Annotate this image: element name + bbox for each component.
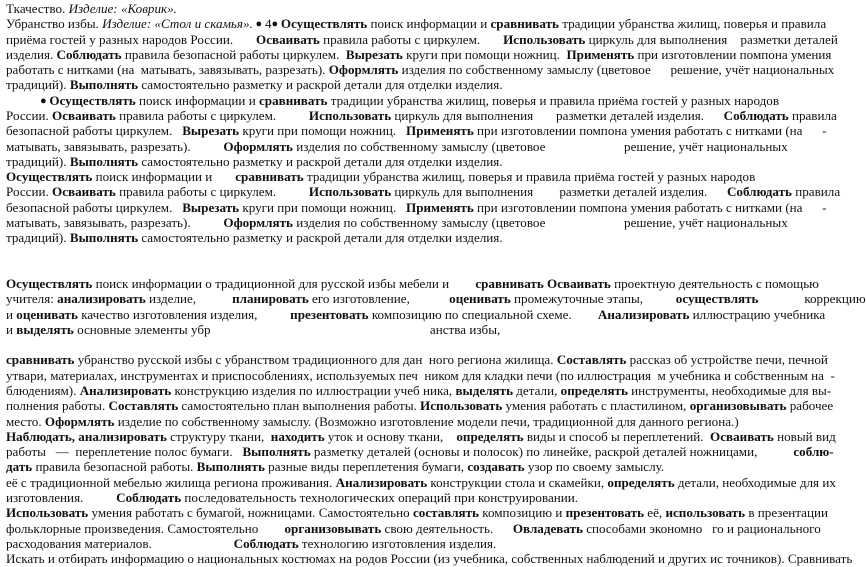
text-run: традиций). — [6, 77, 70, 92]
text-line — [6, 398, 833, 414]
bold-term: Применять — [406, 123, 474, 138]
bold-term: Оформлять — [223, 139, 293, 154]
text-run: традиций). — [6, 154, 70, 169]
bold-term: Составлять — [108, 398, 179, 413]
bold-term: Соблюдать — [723, 108, 789, 123]
bold-term: Осваивать — [710, 429, 774, 444]
text-run: детали, необходимые для их — [674, 475, 836, 490]
text-run: умения работать с бумагой, ножницами. Самостоятельно — [88, 505, 413, 520]
text-run: работать с нитками (на матывать, завязывать, разрезать). — [6, 62, 329, 77]
bold-term: сравнивать — [490, 16, 559, 31]
bullet-icon: ● — [40, 95, 50, 107]
text-run: Ткачество. — [6, 1, 69, 16]
bold-term: Использовать — [420, 398, 503, 413]
bold-term: определять — [607, 475, 675, 490]
text-run: основные элементы убр анства избы, — [73, 322, 501, 337]
text-run: 4 — [264, 16, 272, 31]
text-line — [6, 383, 831, 399]
text-run: промежуточные этапы, — [510, 291, 676, 306]
text-run: правила работы с циркулем. — [319, 32, 504, 47]
bold-term: оценивать — [16, 307, 78, 322]
bold-term: Осуществлять — [6, 276, 93, 291]
text-line — [40, 93, 779, 109]
text-run: место. — [6, 414, 45, 429]
bold-term: дать — [6, 459, 33, 474]
text-line — [6, 123, 827, 139]
text-run: правила работы с циркулем. — [115, 108, 309, 123]
text-run: самостоятельно разметку и раскрой детали для отделки изделия. — [138, 154, 503, 169]
bullet-icon: ● — [271, 18, 281, 30]
text-run: Убранство избы. — [6, 16, 103, 31]
bold-term: Использовать — [308, 184, 392, 199]
text-run: матывать, завязывать, разрезать). — [6, 215, 224, 230]
bold-term: определять — [456, 429, 524, 444]
bold-term: Осваивать — [547, 276, 611, 291]
text-line — [6, 444, 834, 460]
bold-term: Использовать — [308, 108, 392, 123]
bullet-icon: ● — [252, 18, 265, 30]
bold-term: Овладевать — [512, 521, 583, 536]
bold-term: находить — [270, 429, 325, 444]
bold-term: Осуществлять — [49, 93, 136, 108]
text-line — [6, 154, 503, 170]
bold-term: Соблюдать — [116, 490, 182, 505]
text-run: традиций). — [6, 230, 70, 245]
text-run: коррекцию — [758, 291, 866, 306]
bold-term: Выполнять — [242, 444, 311, 459]
text-run: Изделие: «Коврик». — [68, 1, 177, 16]
bold-term: оценивать — [449, 291, 511, 306]
text-run: рабочее — [786, 398, 834, 413]
text-line — [6, 169, 755, 185]
text-run: его изготовление, — [308, 291, 450, 306]
bold-term: организовывать — [284, 521, 382, 536]
text-run: матывать, завязывать, разрезать). — [6, 139, 224, 154]
bold-term: использовать — [665, 505, 746, 520]
text-run: безопасной работы циркулем. — [6, 123, 183, 138]
bold-term: Применять — [406, 200, 474, 215]
text-line — [6, 139, 788, 155]
text-run: поиск информации о традиционной для русской избы мебели и — [92, 276, 476, 291]
text-run: последовательность технологических операций при конструировании. — [181, 490, 579, 505]
bold-term: определять — [560, 383, 628, 398]
text-run: детали, — [513, 383, 561, 398]
text-line — [6, 291, 866, 307]
text-line — [6, 215, 788, 231]
bold-term: Выполнять — [69, 154, 139, 169]
bold-term: Использовать — [503, 32, 586, 47]
text-run: изделие по собственному замыслу. (Возможно изготовление модели печи, традиционной для данного региона.) — [114, 414, 739, 429]
bold-term: Наблюдать, анализировать — [6, 429, 167, 444]
text-run: круги при помощи ножниц. — [239, 200, 407, 215]
bold-term: выделять — [455, 383, 513, 398]
text-run: круги при помощи ножниц. — [402, 47, 567, 62]
bold-term: соблю- — [793, 444, 834, 459]
text-run: правила — [791, 184, 841, 199]
text-run: рассказ об устройстве печи, печной — [626, 352, 828, 367]
text-run: блюдениям). — [6, 383, 80, 398]
bold-term: Осваивать — [52, 184, 116, 199]
text-run: безопасной работы циркулем. — [6, 200, 183, 215]
text-run: Искать и отбирать информацию о национальных костюмах на родов России (из учебника, собственных наблюдений и других ис точников). Сравнивать — [6, 551, 853, 566]
text-run: традиции убранства жилищ, поверья и правила — [558, 16, 827, 31]
text-run: композицию и — [478, 505, 566, 520]
text-run: циркуль для выполнения разметки деталей — [585, 32, 838, 47]
text-run: при изготовлении помпона умения работать с нитками (на - — [473, 123, 827, 138]
text-run: поиск информации и — [367, 16, 491, 31]
text-line — [6, 200, 827, 216]
bold-term: Соблюдать — [726, 184, 792, 199]
text-run: в презентации — [745, 505, 829, 520]
bold-term: сравнивать — [475, 276, 544, 291]
text-line — [6, 551, 852, 567]
text-run: её с традиционной мебелью жилища региона проживания. — [6, 475, 336, 490]
text-line — [6, 459, 664, 475]
bold-term: Оформлять — [223, 215, 293, 230]
text-run: расходования материалов. — [6, 536, 234, 551]
bold-term: Составлять — [556, 352, 627, 367]
bold-term: Осуществлять — [6, 169, 93, 184]
text-run: традиции убранства жилищ, поверья и правила приёма гостей у разных народов — [303, 169, 756, 184]
text-line — [6, 77, 503, 93]
text-run: правила — [788, 108, 837, 123]
text-run: циркуль для выполнения разметки деталей изделия. — [391, 184, 727, 199]
bold-term: Вырезать — [345, 47, 403, 62]
text-run: и — [6, 307, 17, 322]
text-run: полнения работы. — [6, 398, 109, 413]
bold-term: Вырезать — [182, 200, 240, 215]
text-run: её, — [644, 505, 666, 520]
text-line — [6, 536, 496, 552]
bold-term: осуществлять — [675, 291, 759, 306]
bold-term: Осваивать — [52, 108, 116, 123]
text-run: разметку деталей (основы и полосок) по линейке, раскрой деталей ножницами, — [310, 444, 794, 459]
bold-term: организовывать — [689, 398, 787, 413]
text-line — [6, 184, 840, 200]
text-run: способами экономно го и рационального — [582, 521, 821, 536]
text-run: композицию по специальной схеме. — [368, 307, 598, 322]
bold-term: Осуществлять — [280, 16, 368, 31]
text-run: утвари, материалах, инструментах и приспособлениях, используемых печ ником для кладки печи (по иллюстрация м учебника и собственным на - — [6, 368, 835, 383]
text-run: убранство русской избы с убранством традиционного для дан ного региона жилища. — [74, 352, 557, 367]
bold-term: Оформлять — [44, 414, 115, 429]
text-run: структуру ткани, — [166, 429, 271, 444]
text-run: виды и способ ы переплетений. — [523, 429, 711, 444]
text-run: России. — [6, 184, 53, 199]
text-line — [6, 108, 837, 124]
text-run: Изделие: «Стол и скамья». — [102, 16, 253, 31]
text-line — [6, 276, 819, 292]
text-run: поиск информации и — [92, 169, 236, 184]
text-run: инструменты, необходимые для вы- — [627, 383, 832, 398]
text-run: учителя: — [6, 291, 58, 306]
text-run: умения работать с пластилином, — [502, 398, 690, 413]
text-line — [6, 475, 836, 491]
text-run: изделия по собственному замыслу (цветовое решение, учёт национальных — [398, 62, 835, 77]
text-run: поиск информации и — [135, 93, 259, 108]
bold-term: Анализировать — [79, 383, 172, 398]
text-run: изделия по собственному замыслу (цветовое решение, учёт национальных — [292, 139, 788, 154]
text-run: работы — переплетение полос бумаги. — [6, 444, 243, 459]
text-run: конструкции стола и скамейки, — [427, 475, 608, 490]
text-line — [6, 368, 835, 384]
bold-term: Анализировать — [597, 307, 690, 322]
text-run: новый вид — [773, 429, 836, 444]
text-run: иллюстрацию учебника — [689, 307, 826, 322]
text-run: при изготовлении помпона умения работать с нитками (на - — [473, 200, 827, 215]
bold-term: Выполнять — [69, 230, 139, 245]
bold-term: Выполнять — [196, 459, 265, 474]
text-line — [6, 307, 825, 323]
bold-term: выделять — [16, 322, 74, 337]
bold-term: сравнивать — [6, 352, 75, 367]
text-run: изделие, — [145, 291, 233, 306]
text-line — [6, 505, 828, 521]
text-run: изделия. — [6, 47, 57, 62]
text-run: традиции убранства жилищ, поверья и правила приёма гостей у разных народов — [327, 93, 780, 108]
text-run: и — [6, 322, 17, 337]
text-run: самостоятельно разметку и раскрой детали для отделки изделия. — [138, 230, 503, 245]
bold-term: презентовать — [290, 307, 369, 322]
bold-term: анализировать — [57, 291, 146, 306]
text-line — [6, 414, 739, 430]
text-run: уток и основу ткани, — [324, 429, 457, 444]
text-line — [6, 429, 836, 445]
text-run: круги при помощи ножниц. — [239, 123, 407, 138]
text-line — [6, 322, 500, 338]
text-run: самостоятельно разметку и раскрой детали для отделки изделия. — [138, 77, 503, 92]
bold-term: Осваивать — [256, 32, 320, 47]
text-line — [6, 521, 821, 537]
bold-term: Выполнять — [69, 77, 139, 92]
text-run: свою деятельность. — [381, 521, 513, 536]
text-line — [6, 1, 177, 17]
bold-term: Соблюдать — [56, 47, 122, 62]
text-run: циркуль для выполнения разметки деталей изделия. — [391, 108, 724, 123]
text-run: технологию изготовления изделия. — [298, 536, 497, 551]
text-line — [6, 32, 838, 48]
text-line — [6, 16, 826, 32]
text-run: изготовления. — [6, 490, 117, 505]
bold-term: Оформлять — [328, 62, 399, 77]
bold-term: Применять — [566, 47, 635, 62]
text-run: России. — [6, 108, 53, 123]
bold-term: презентовать — [565, 505, 644, 520]
text-line — [6, 62, 834, 78]
bold-term: сравнивать — [259, 93, 328, 108]
text-line — [6, 352, 828, 368]
text-run: узор по своему замыслу. — [524, 459, 665, 474]
bold-term: Вырезать — [182, 123, 240, 138]
bold-term: Соблюдать — [233, 536, 299, 551]
bold-term: сравнивать — [235, 169, 304, 184]
text-run: правила безопасной работы. — [32, 459, 197, 474]
text-run: разные виды переплетения бумаги, — [264, 459, 468, 474]
bold-term: Анализировать — [335, 475, 428, 490]
text-run: фольклорные произведения. Самостоятельно — [6, 521, 285, 536]
bold-term: создавать — [467, 459, 525, 474]
text-line — [6, 490, 578, 506]
text-line — [6, 47, 831, 63]
bold-term: Использовать — [6, 505, 89, 520]
text-run: проектную деятельность с помощью — [610, 276, 819, 291]
text-run: приёма гостей у разных народов России. — [6, 32, 257, 47]
bold-term: планировать — [232, 291, 309, 306]
text-run: правила безопасной работы циркулем. — [121, 47, 346, 62]
text-run: конструкцию изделия по иллюстрации учеб ника, — [171, 383, 456, 398]
text-run: качество изготовления изделия, — [77, 307, 291, 322]
text-run: при изготовлении помпона умения — [634, 47, 832, 62]
bold-term: составлять — [412, 505, 479, 520]
text-run: самостоятельно план выполнения работы. — [178, 398, 421, 413]
text-line — [6, 230, 503, 246]
text-run: правила работы с циркулем. — [115, 184, 309, 199]
text-run: изделия по собственному замыслу (цветовое решение, учёт национальных — [292, 215, 788, 230]
